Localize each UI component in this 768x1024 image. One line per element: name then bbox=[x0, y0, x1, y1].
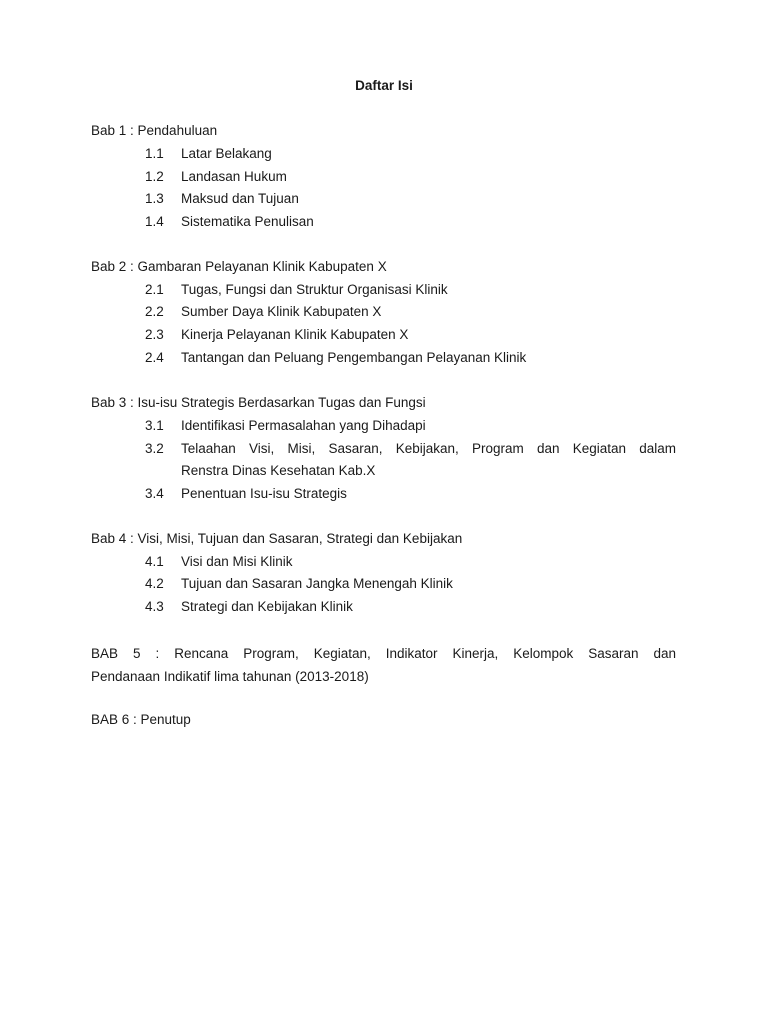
chapter-6-heading: BAB 6 : Penutup bbox=[91, 712, 191, 727]
toc-item-text: Maksud dan Tujuan bbox=[181, 191, 299, 206]
toc-item-number: 2.2 bbox=[145, 304, 164, 319]
toc-item-number: 4.1 bbox=[145, 554, 164, 569]
toc-item-text: Telaahan Visi, Misi, Sasaran, Kebijakan, Program dan Kegiatan dalam bbox=[181, 441, 676, 456]
toc-item-number: 2.4 bbox=[145, 350, 164, 365]
toc-item-text: Landasan Hukum bbox=[181, 169, 287, 184]
toc-item-text: Latar Belakang bbox=[181, 146, 272, 161]
toc-item-number: 3.1 bbox=[145, 418, 164, 433]
chapter-4-heading: Bab 4 : Visi, Misi, Tujuan dan Sasaran, Strategi dan Kebijakan bbox=[91, 531, 463, 546]
toc-item-number: 4.2 bbox=[145, 576, 164, 591]
chapter-3-heading: Bab 3 : Isu-isu Strategis Berdasarkan Tugas dan Fungsi bbox=[91, 395, 426, 410]
chapter-5-heading bbox=[91, 643, 676, 689]
chapter-1-heading: Bab 1 : Pendahuluan bbox=[91, 123, 218, 138]
toc-item-number: 1.2 bbox=[145, 169, 164, 184]
toc-item-number: 1.1 bbox=[145, 146, 164, 161]
toc-item-text: Penentuan Isu-isu Strategis bbox=[181, 486, 347, 501]
toc-item-text: Tujuan dan Sasaran Jangka Menengah Klinik bbox=[181, 576, 453, 591]
toc-item-number: 2.3 bbox=[145, 327, 164, 342]
toc-item-text: Sumber Daya Klinik Kabupaten X bbox=[181, 304, 382, 319]
toc-item-number: 1.3 bbox=[145, 191, 164, 206]
toc-item-text: Strategi dan Kebijakan Klinik bbox=[181, 599, 353, 614]
toc-item-number: 3.2 bbox=[145, 441, 164, 456]
chapter-5-line-1: BAB 5 : Rencana Program, Kegiatan, Indikator Kinerja, Kelompok Sasaran dan bbox=[91, 646, 676, 661]
toc-item-text: Sistematika Penulisan bbox=[181, 214, 314, 229]
toc-item-number: 3.4 bbox=[145, 486, 164, 501]
toc-item-text: Identifikasi Permasalahan yang Dihadapi bbox=[181, 418, 426, 433]
page-title: Daftar Isi bbox=[355, 78, 413, 93]
toc-item-number: 2.1 bbox=[145, 282, 164, 297]
chapter-5-line-2: Pendanaan Indikatif lima tahunan (2013-2018) bbox=[91, 668, 369, 684]
toc-item-text: Visi dan Misi Klinik bbox=[181, 554, 293, 569]
toc-item-continuation: Renstra Dinas Kesehatan Kab.X bbox=[181, 463, 376, 478]
toc-item-number: 1.4 bbox=[145, 214, 164, 229]
toc-item-number: 4.3 bbox=[145, 599, 164, 614]
toc-item-text: Tantangan dan Peluang Pengembangan Pelayanan Klinik bbox=[181, 350, 527, 365]
toc-item-text: Tugas, Fungsi dan Struktur Organisasi Klinik bbox=[181, 282, 448, 297]
chapter-2-heading: Bab 2 : Gambaran Pelayanan Klinik Kabupaten X bbox=[91, 259, 387, 274]
toc-item-text: Kinerja Pelayanan Klinik Kabupaten X bbox=[181, 327, 409, 342]
